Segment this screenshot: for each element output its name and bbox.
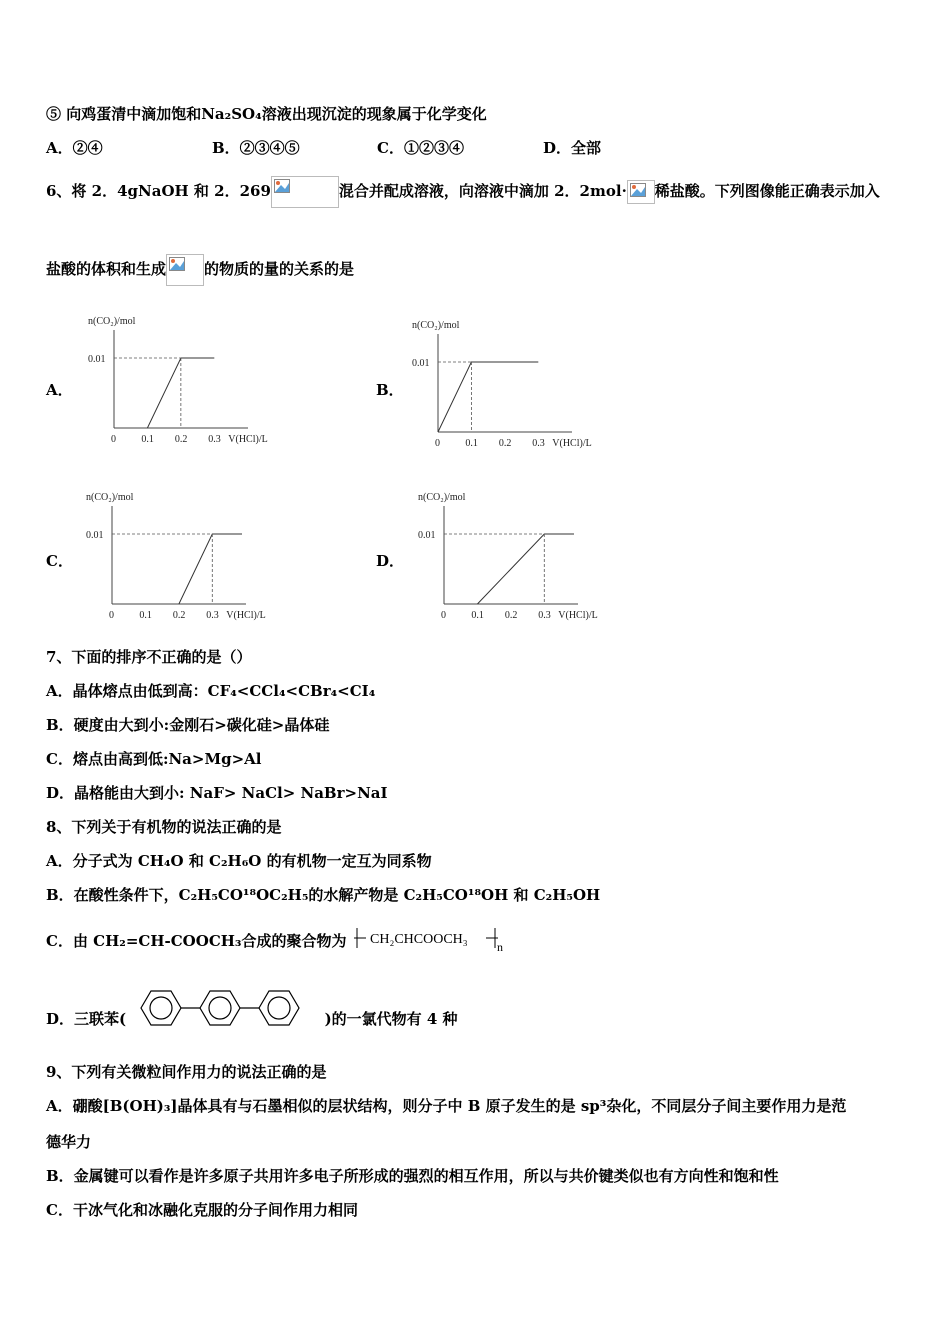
y-axis-label: n(CO₂)/mol [418, 492, 466, 503]
x-tick-label: 0.2 [504, 610, 518, 621]
chart-b [404, 312, 592, 452]
q6-stem-part5: 的物质的量的关系的是 [204, 260, 355, 278]
q7-stem: 7、下面的排序不正确的是（） [46, 648, 252, 666]
q8-option-d-pre: D．三联苯( [46, 1010, 127, 1028]
x-tick-label: 0.3 [538, 610, 551, 621]
x-tick-label: 0.2 [498, 438, 512, 449]
series-line [179, 534, 242, 604]
chart-d [410, 484, 598, 624]
q8-stem: 8、下列关于有机物的说法正确的是 [46, 818, 282, 836]
q6-stem-line2 [46, 254, 354, 286]
q9-option-c: C．干冰气化和冰融化克服的分子间作用力相同 [46, 1201, 358, 1219]
x-tick-label: 0 [441, 610, 446, 621]
x-axis-label: V(HCl)/L [226, 610, 266, 621]
q7-option-b: B．硬度由大到小:金刚石>碳化硅>晶体硅 [46, 716, 330, 734]
q8-option-d [46, 1002, 458, 1038]
q6-label-a: A． [46, 381, 73, 399]
broken-image-icon [627, 180, 655, 204]
q9-option-a-line2: 德华力 [46, 1133, 92, 1151]
q6-label-d: D． [376, 552, 405, 570]
q6-label-c: C． [46, 552, 73, 570]
polymer-formula-text: CH₂CHCOOCH₃ [369, 932, 468, 947]
x-tick-label: 0 [109, 610, 114, 621]
chart-a [80, 308, 268, 448]
q6-stem-line1 [46, 176, 880, 208]
q6-stem-part2: 混合并配成溶液，向溶液中滴加 2．2mol· [338, 182, 627, 200]
q6-label-b: B． [376, 381, 404, 399]
x-axis-label: V(HCl)/L [228, 434, 268, 445]
y-axis-label: n(CO₂)/mol [88, 316, 136, 327]
series-line [477, 534, 574, 604]
q8-option-d-post: )的一氯代物有 4 种 [324, 1010, 458, 1028]
x-tick-label: 0.3 [208, 434, 221, 445]
x-axis-label: V(HCl)/L [558, 610, 598, 621]
series-line [438, 362, 538, 432]
q9-option-b: B．金属键可以看作是许多原子共用许多电子所形成的强烈的相互作用，所以与共价键类似也有方向性和饱和性 [46, 1167, 779, 1185]
q8-option-a: A．分子式为 CH₄O 和 C₂H₆O 的有机物一定互为同系物 [46, 852, 432, 870]
q6-stem-part4: 盐酸的体积和生成 [46, 260, 167, 278]
q8-option-b: B．在酸性条件下，C₂H₅CO¹⁸OC₂H₅的水解产物是 C₂H₅CO¹⁸OH 和 C₂H₅OH [46, 886, 601, 904]
y-tick-label: 0.01 [88, 354, 106, 365]
x-tick-label: 0.2 [174, 434, 188, 445]
y-tick-label: 0.01 [86, 530, 104, 541]
q5-option-d: D．全部 [543, 139, 602, 157]
q5-option-b: B．②③④⑤ [212, 139, 300, 157]
x-tick-label: 0.3 [532, 438, 545, 449]
x-tick-label: 0.2 [172, 610, 186, 621]
y-axis-label: n(CO₂)/mol [412, 320, 460, 331]
polymer-formula-subscript: n [496, 940, 503, 954]
q5-option-c: C．①②③④ [377, 139, 464, 157]
x-tick-label: 0.1 [465, 438, 478, 449]
q5-statement-5: ⑤ 向鸡蛋清中滴加饱和Na₂SO₄溶液出现沉淀的现象属于化学变化 [46, 105, 487, 123]
x-axis-label: V(HCl)/L [552, 438, 592, 449]
x-tick-label: 0.1 [141, 434, 154, 445]
q7-option-c: C．熔点由高到低:Na>Mg>Al [46, 750, 262, 768]
q6-stem-part1: 6、将 2．4gNaOH 和 2．269 [46, 182, 271, 200]
q7-option-d: D．晶格能由大到小: NaF> NaCl> NaBr>NaI [46, 784, 388, 802]
q8-option-c-text: C．由 CH₂=CH-COOCH₃合成的聚合物为 [46, 932, 347, 950]
x-tick-label: 0.3 [206, 610, 219, 621]
x-tick-label: 0.1 [139, 610, 152, 621]
polymer-formula [352, 923, 512, 953]
x-tick-label: 0 [435, 438, 440, 449]
chart-c [78, 484, 266, 624]
y-tick-label: 0.01 [412, 358, 430, 369]
q9-option-a-line1: A．硼酸[B(OH)₃]晶体具有与石墨相似的层状结构，则分子中 B 原子发生的是 sp³杂化，不同层分子间主要作用力是范 [46, 1097, 847, 1115]
x-tick-label: 0.1 [471, 610, 484, 621]
broken-image-icon [271, 176, 339, 208]
q5-option-a: A．②④ [46, 139, 103, 157]
q9-stem: 9、下列有关微粒间作用力的说法正确的是 [46, 1063, 327, 1081]
y-axis-label: n(CO₂)/mol [86, 492, 134, 503]
q6-stem-part3: 稀盐酸。下列图像能正确表示加入 [654, 182, 880, 200]
q8-option-c [46, 930, 512, 953]
broken-image-icon [166, 254, 204, 286]
terphenyl-structure [131, 978, 319, 1038]
q7-option-a: A．晶体熔点由低到高：CF₄<CCl₄<CBr₄<CI₄ [46, 682, 376, 700]
y-tick-label: 0.01 [418, 530, 436, 541]
x-tick-label: 0 [111, 434, 116, 445]
